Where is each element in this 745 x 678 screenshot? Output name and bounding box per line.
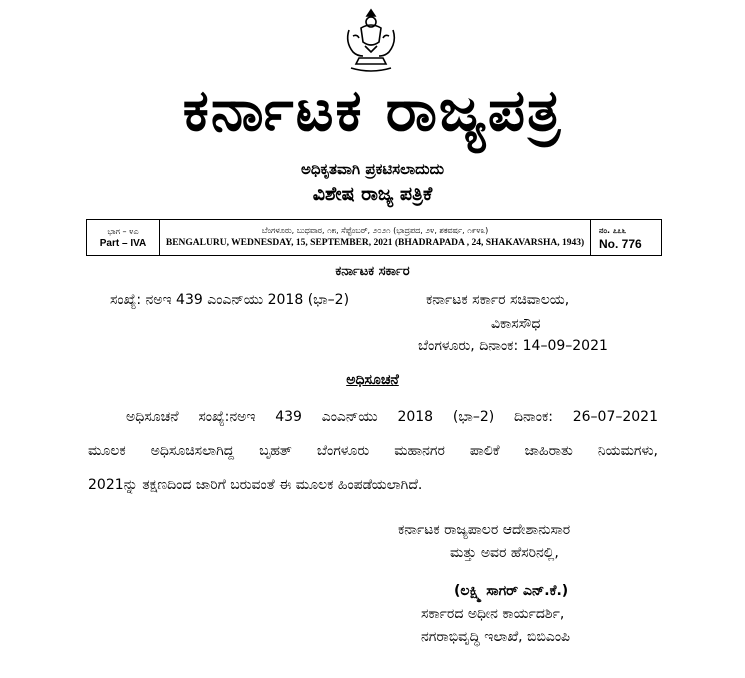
office-line-1: ಕರ್ನಾಟಕ ಸರ್ಕಾರ ಸಚಿವಾಲಯ, <box>426 292 570 308</box>
gazette-edition: ವಿಶೇಷ ರಾಜ್ಯ ಪತ್ರಿಕೆ <box>312 183 433 205</box>
dateline-en: BENGALURU, WEDNESDAY, 15, SEPTEMBER, 2021 (BHADRAPADA , 24, SHAKAVARSHA, 1943) <box>165 238 585 248</box>
body-line-2: ಮೂಲಕ ಅಧಿಸೂಚಿಸಲಾಗಿದ್ದ ಬೃಹತ್ ಬೆಂಗಳೂರು ಮಹಾನಗರ ಪಾಲಿಕೆ ಜಾಹಿರಾತು ನಿಯಮಗಳು, <box>88 443 658 459</box>
issue-number-kn: ನಂ. ೭೭೬ <box>599 225 627 235</box>
gazette-subtitle: ಅಧಿಕೃತವಾಗಿ ಪ್ರಕಟಿಸಲಾದುದು <box>300 160 445 178</box>
order-line-2: ಮತ್ತು ಅವರ ಹೆಸರಿನಲ್ಲಿ, <box>450 545 559 561</box>
issue-number-en: No. 776 <box>599 236 642 251</box>
dateline-kn: ಬೆಂಗಳೂರು, ಬುಧವಾರ, ೧೫, ಸೆಪ್ಟೆಂಬರ್, ೨೦೨೧ (ಭಾದ್ರಪದ, ೨೪, ಶಕವರ್ಷ, ೧೯೪೩) <box>261 226 489 235</box>
place-and-date: ಬೆಂಗಳೂರು, ದಿನಾಂಕ: 14–09–2021 <box>418 338 608 354</box>
reference-number: ಸಂಖ್ಯೆ: ನಅಇ 439 ಎಂಎನ್‌ಯು 2018 (ಭಾ–2) <box>110 292 350 308</box>
signatory-title: ಸರ್ಕಾರದ ಅಧೀನ ಕಾರ್ಯದರ್ಶಿ, <box>421 606 565 622</box>
office-line-2: ವಿಕಾಸಸೌಧ <box>491 316 541 332</box>
signatory-name: (ಲಕ್ಷ್ಮಿ ಸಾಗರ್ ಎನ್.ಕೆ.) <box>454 583 569 599</box>
state-emblem-icon <box>339 6 403 74</box>
gazette-info-box <box>86 219 662 256</box>
dateline-cell <box>160 220 591 255</box>
body-line-1: ಅಧಿಸೂಚನೆ ಸಂಖ್ಯೆ:ನಅಇ 439 ಎಂಎನ್‌ಯು 2018 (ಭಾ–2) ದಿನಾಂಕ: 26–07–2021 <box>126 409 658 425</box>
part-cell <box>87 220 160 255</box>
government-heading: ಕರ್ನಾಟಕ ಸರ್ಕಾರ <box>335 264 410 279</box>
body-line-3: 2021ನ್ನು ತಕ್ಷಣದಿಂದ ಜಾರಿಗೆ ಬರುವಂತೆ ಈ ಮೂಲಕ ಹಿಂಪಡೆಯಲಾಗಿದೆ. <box>88 477 423 493</box>
number-cell <box>591 220 661 255</box>
notification-heading: ಅಧಿಸೂಚನೆ <box>346 372 399 388</box>
gazette-masthead-title: ಕರ್ನಾಟಕ ರಾಜ್ಯಪತ್ರ <box>182 76 563 144</box>
order-line-1: ಕರ್ನಾಟಕ ರಾಜ್ಯಪಾಲರ ಆದೇಶಾನುಸಾರ <box>398 522 571 538</box>
signatory-department: ನಗರಾಭಿವೃದ್ಧಿ ಇಲಾಖೆ, ಬಿಬಿಎಂಪಿ <box>421 629 571 645</box>
part-label-en: Part – IVA <box>99 238 147 249</box>
part-label-kn: ಭಾಗ – ೪ಎ <box>107 227 139 236</box>
